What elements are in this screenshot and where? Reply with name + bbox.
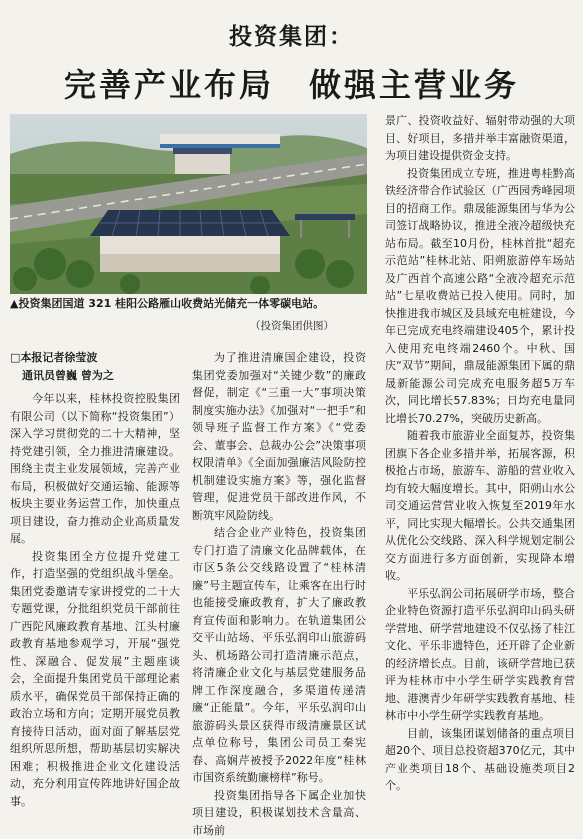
paragraph: 投资集团成立专班，推进粤桂黔高铁经济带合作试验区（广西园秀峰园项目的招商工作。鼎晟能源集团与华为公司签订战略协议，推进全液冷超级快充站布局。截至10月份，桂林首批“超充示范站”桂林北站、阳朔旅游停车场站及广西首个高速公路“全液冷超充示范站”七星收费站已投入使用。同时，加快推进我市城区及县域充电桩建设，今年已完成充电终端建设405个，累计投入使用充电终端2460个。中秋、国庆“双节”期间，鼎晟能源集团下属的鼎晟新能源公司完成充电服务超5万车次，同比增长57.83%；日均充电量同比增长70.27%，突破历史新高。 — [385, 165, 575, 428]
byline — [10, 349, 180, 384]
correspondents: 通讯员曾巍 曾为之 — [10, 369, 114, 382]
paragraph: 今年以来，桂林投资控股集团有限公司（以下简称“投资集团”）深入学习贯彻党的二十大精神，坚持党建引领，全力推进清廉建设。围绕主责主业发展领域，完善产业布局，积极做好交通运输、能源等板块主要业务运营工作，加快重点项目建设，奋力推动企业高质量发展。 — [10, 390, 180, 548]
paragraph: 平乐弘润公司拓展研学市场，整合企业特色资源打造平乐弘润印山码头研学营地、研学营地建设不仅弘扬了桂江文化、平乐非遗特色，还开辟了企业新的经济增长点。目前，该研学营地已获评为桂林市中小学生研学实践教育营地、港澳青少年研学实践教育基地、桂林市中小学生研学实践教育基地。 — [385, 585, 575, 725]
reporter-name: □本报记者徐莹波 — [10, 351, 97, 364]
photo-credit: （投资集团供图） — [250, 318, 334, 333]
headline: 完善产业布局 做强主营业务 — [0, 60, 583, 106]
paragraph: 投资集团全方位提升党建工作，打造坚强的党组织战斗堡垒。集团党委邀请专家讲授党的二十大专题党课，分批组织党员干部前往广西陀风廉政教育基地、江头村廉政教育基地参观学习，开展“强党性、深融合、促发展”主题座谈会，全面提升集团党员干部理论素质水平，确保党员干部保持正确的政治立场和方向；定期开展党员教育接待日活动，面对面了解基层党组织所思所想，帮助基层切实解决困难；积极推进企业文化建设活动，充分利用宣传阵地讲好国企故事。 — [10, 548, 180, 811]
paragraph: 目前，该集团谋划储备的重点项目超20个、项目总投资超370亿元，其中产业类项目18个、基础设施类项目2个。 — [385, 725, 575, 795]
article-column-middle — [192, 349, 366, 839]
paragraph: 随着我市旅游业全面复苏，投资集团旗下各企业多措并举，拓展客源，积极抢占市场，旅游车、游船的营业收入均有较大幅度增长。其中，阳朔山水公司交通运营营业收入恢复至2019年水平，同比实现大幅增长。公共交通集团从优化公交线路、深入科学规划定制公交方面进行多方面创新，实现降本增收。 — [385, 427, 575, 585]
paragraph: 结合企业产业特色，投资集团专门打造了清廉文化品牌载体，在市区5条公交线路设置了“桂林清廉”号主题宣传车，让乘客在出行时也能接受廉政教育，扩大了廉政教育宣传面和影响力。在轨道集团公交平山站场、平乐弘润印山旅游码头、机场路公司打造清廉示范点，将清廉企业文化与基层党建服务品牌工作深度融合，多渠道传递清廉“正能量”。今年，平乐弘润印山旅游码头景区获得市级清廉景区试点单位称号，集团公司员工秦宪春、高娴芹被授予2022年度“桂林市国资系统勤廉榜样”称号。 — [192, 524, 366, 787]
paragraph: 投资集团指导各下属企业加快项目建设，积极谋划技术含量高、市场前 — [192, 787, 366, 839]
kicker-title: 投资集团： — [0, 18, 583, 51]
article-column-left — [10, 349, 180, 810]
article-column-right — [385, 112, 575, 795]
paragraph: 景广、投资收益好、辐射带动强的大项目、好项目，多措并举丰富融资渠道，为项目建设提供资金支持。 — [385, 112, 575, 165]
photo-caption: ▲投资集团国道 321 桂阳公路雁山收费站光储充一体零碳电站。 — [10, 296, 367, 311]
solar-station-photo — [10, 114, 367, 294]
paragraph: 为了推进清廉国企建设，投资集团党委加强对“关键少数”的廉政督促，制定《“三重一大”事项决策制度实施办法》《加强对“一把手”和领导班子监督工作方案》《“党委会、董事会、总裁办公会”决策事项权限清单》《全面加强廉洁风险防控机制建设实施方案》等，强化监督管理，促进党员干部改进作风，不断筑牢风险防线。 — [192, 349, 366, 524]
